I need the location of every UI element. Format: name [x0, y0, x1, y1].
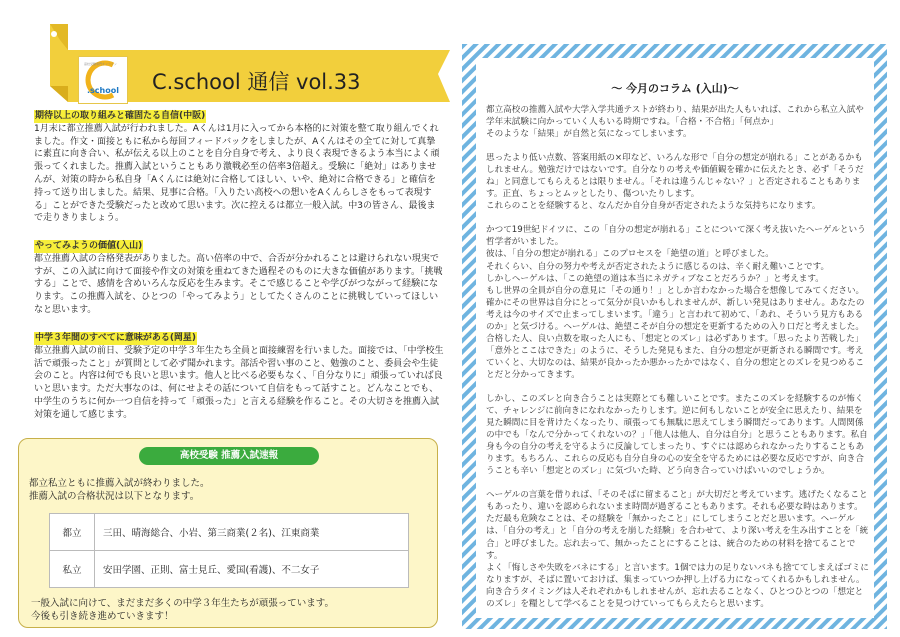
column-paragraph: しかし、このズレと向き合うことは実際とても難しいことです。またこのズレを経験するのが怖くて、チャレンジに前向きになれなかったりします。逆に何もしないことが安全に思えたり、結果を見た瞬間に目を背けたくなったり、頑張っても無駄に思えてしまう瞬間だってあります。人間関係の中でも「なんで分かってくれないの？」「他人は他人、自分は自分」と思うこともあります。私自身も今の自分の考えを守るように反論してしまったり、すぐには認められなかったりすることもあります。もちろん、これらの反応も自分自身の心の安全を守るためには必要な反応ですが、向き合うことも辛い「想定とのズレ」に気づいた時、どう向き合っていけばいいのでしょうか。: [486, 393, 868, 477]
table-row: [50, 514, 409, 551]
row-value: 三田、晴海総合、小岩、第三商業(２名)、江東商業: [95, 514, 409, 551]
results-table: [49, 513, 409, 588]
section-text: 都立推薦入試の前日、受験予定の中学３年生たち全員と面接練習を行いました。面接では、「中学校生活で頑張ったこと」が質問として必ず聞かれます。部活や習い事のこと、勉強のこと、委員会や生徒会のこと。内容は何でも良いと思います。他人と比べる必要もなく、「自分なりに」頑張っていれば良いと思います。ただ大事なのは、何にせよその話について自信をもって話すこと。どんなことでも、中学生のうちに何か一つ自信を持って「頑張った」と言える経験を作ること。その大切さを推薦入試対策を通して感じます。: [34, 345, 444, 420]
info-box-title: 高校受験 推薦入試速報: [139, 447, 319, 465]
row-label: 都立: [50, 514, 95, 551]
outro-line: 一般入試に向けて、まだまだ多くの中学３年生たちが頑張っています。: [31, 598, 335, 609]
column-content: [476, 58, 874, 618]
exam-results-box: [18, 438, 438, 628]
column-title: 〜 今月のコラム (入山)〜: [611, 82, 739, 95]
outro-line: 今後も引き続き進めていきます！: [31, 611, 174, 622]
newsletter-title: C.school 通信 vol.33: [152, 70, 361, 94]
section-3: [34, 332, 444, 422]
section-heading: 期待以上の取り組みと確固たる自信(中阪): [35, 111, 206, 121]
column-paragraph: 都立高校の推薦入試や大学入学共通テストが終わり、結果が出た人もいれば、これから私立入試や学年末試験に向かっていく人もいる時期ですね。「合格・不合格」「何点か」 そのような「結果」が自然と気になってしまいます。: [486, 105, 864, 140]
section-text: 都立推薦入試の合格発表がありました。高い倍率の中で、合否が分かれることは避けられない現実ですが、この入試に向けて面接や作文の対策を重ねてきた過程そのものに大きな価値があります。「挑戦する」ことで、感情を含めいろんな反応を生みます。そこで感じることや学びがつながって経験になります。この推薦入試を、ひとつの「やってみよう」としてたくさんのことに挑戦していってほしいなと思います。: [34, 253, 443, 315]
title-banner: [20, 22, 460, 108]
svg-text:高校受験専門オンライン: 高校受験専門オンライン: [84, 62, 117, 66]
section-heading: 中学３年間のすべてに意味がある(岡星): [35, 333, 197, 343]
row-value: 安田学園、正則、富士見丘、愛国(看護)、不二女子: [95, 551, 409, 588]
section-heading: やってみようの価値(入山): [35, 241, 143, 251]
info-intro: [29, 477, 210, 503]
info-outro: [31, 597, 334, 623]
section-text: 1月末に都立推薦入試が行われました。Aくんは1月に入ってから本格的に対策を整て取り組んでくれました。作文・面接ともに私から毎回フィードバックをしましたが、Aくんはその全てに対して真摯に素直に向き合い、私が伝える以上のことを自分自身で考え、より良く表現できるよう本当によく頑張ってくれました。推薦入試ということもあり激戦必至の倍率3倍超え。受験に「絶対」はありませんが、対策の時から私自身「Aくんには絶対に合格してほしい、いや、絶対に合格できる」と確信を持って送り出しました。結果、見事に合格。「入りたい高校への想いをAくんらしさをもって表現する」ことができた受験だったと改めて思います。次に控えるは都立一般入試。中3の皆さん、最後まで走りきりましょう。: [34, 123, 440, 224]
svg-text:.school: .school: [87, 86, 119, 95]
column-paragraph: かつて19世紀ドイツに、この「自分の想定が崩れる」ことについて深く考え抜いたヘーゲルという哲学者がいました。 彼は、「自分の想定が崩れる」このプロセスを「絶望の道」と呼びました。 それくらい、自分の努力や考えが否定されたように感じるのは、辛く耐え難いことです。 しかしヘーゲルは、「この絶望の道は本当にネガティブなことだろうか？」と考えます。 もし世界の全員が自分の意見に「その通り！」としか言わなかった場合を想像してみてください。確かにその世界は自分にとって気分が良いかもしれませんが、新しい発見はありません。あなたの考えは今のサイズで止まってしまいます。「違う」と言われて初めて、「あれ、そういう見方もあるのか」と気づける。ヘーゲルは、絶望こそが自分の想定を更新するための入り口だと考えました。合格した人、良い点数を取った人にも、「想定とのズレ」は必ずあります。「思ったより苦戦した」「意外とここはできた」のように、そうした発見もまた、自分の想定が更新される瞬間です。考えていくと、大切なのは、結果が良かったか悪かったかではなく、自分の想定とのズレを見つめることだと分かってきます。: [486, 225, 866, 380]
row-label: 私立: [50, 551, 95, 588]
section-1: [34, 110, 444, 225]
column-body: [486, 104, 870, 622]
column-paragraph: ヘーゲルの言葉を借りれば、「そのそばに留まること」が大切だと考えています。逃げたくなることもあったり、違いを認められないまま時間が過ぎることもあります。それも必要な時はあります。ただ最も危険なことは、その経験を「無かったこと」にしてしまうことだと思います。ヘーゲルは、「自分の考え」と「自分の考えを崩した経験」を合わせて、より深い考えを生み出すことを「統合」と呼びました。忘れ去って、無かったことにすることは、統合のための材料を捨てることです。 よく「悔しさや失敗をバネにする」と言います。1個では力の足りないバネも捨ててしまえばゴミになりますが、そばに置いておけば、集まっていつか押し上げる力になってくれるかもしれません。向き合うタイミングは人それぞれかもしれませんが、忘れ去ることなく、ひとつひとつの「想定とのズレ」を糧として学べることを見つけていってもらえたらと思います。: [486, 490, 869, 609]
column-paragraph: 思ったより低い点数、答案用紙の×印など、いろんな形で「自分の想定が崩れる」ことがあるかもしれません。勉強だけではないです。自分なりの考えや価値観を確かに伝えたとき、必ず「そうだね」と同意してもらえるとは限りません。「それは違うんじゃない？」と否定されることもあります。正直、ちょっとムッとしたり、傷ついたりします。 これらのことを経験すると、なんだか自分自身が否定されたような気持ちになります。: [486, 153, 864, 212]
section-2: [34, 240, 444, 317]
intro-line: 都立私立ともに推薦入試が終わりました。: [29, 478, 210, 489]
intro-line: 推薦入試の合格状況は以下となります。: [29, 491, 200, 502]
table-row: [50, 551, 409, 588]
school-logo: [78, 56, 128, 104]
